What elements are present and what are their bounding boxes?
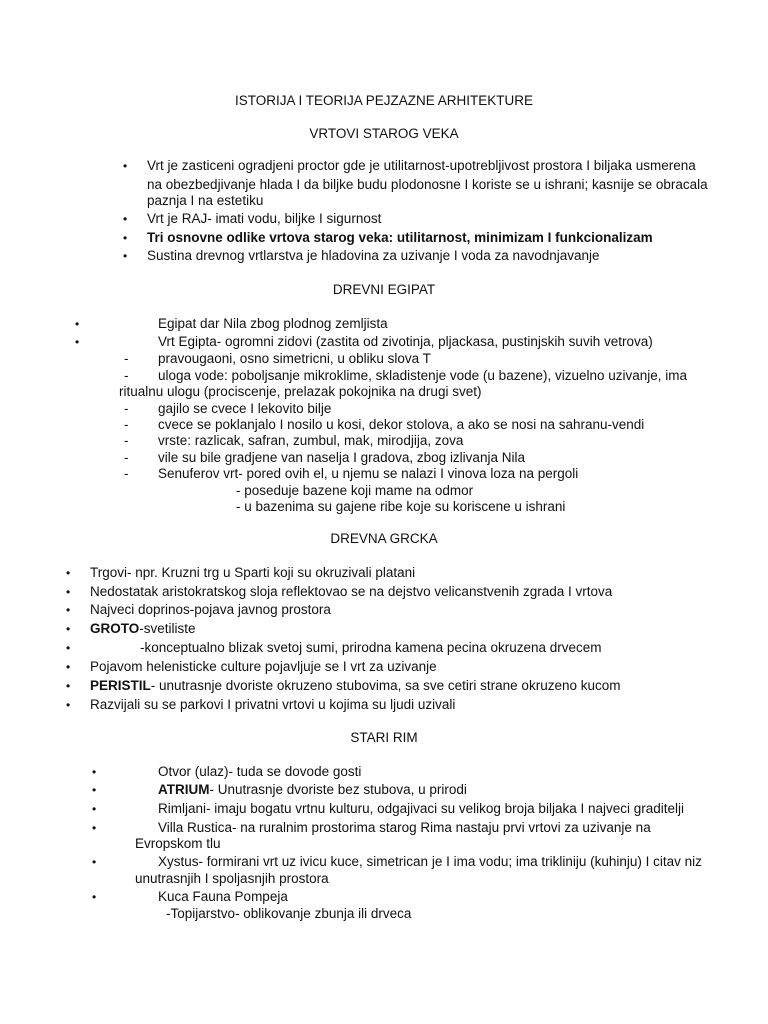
s4-b2-rest: - Unutrasnje dvoriste bez stubova, u prirodi	[209, 782, 467, 797]
s4-b4-line2: Evropskom tlu	[135, 836, 221, 851]
s3-b1: Trgovi- npr. Kruzni trg u Sparti koji su okruzivali platani	[90, 565, 416, 580]
s2-sub2: - u bazenima su gajene ribe koje su koriscene u ishrani	[236, 499, 566, 514]
dash-icon: -	[124, 433, 129, 448]
s3-b4	[90, 621, 196, 637]
bullet-icon: •	[123, 212, 128, 226]
dash-icon: -	[124, 401, 129, 416]
s2-d3: gajilo se cvece I lekovito bilje	[158, 401, 332, 416]
bullet-icon: •	[66, 679, 71, 693]
bullet-icon: •	[92, 783, 97, 797]
dash-icon: -	[124, 351, 129, 366]
s1-b4: Sustina drevnog vrtlarstva je hladovina za uzivanje I voda za navodnjavanje	[147, 248, 600, 263]
s4-b5-line2: unutrasnjih I spoljasnjih prostora	[135, 871, 329, 886]
s2-d6: vile su bile gradjene van naselja I gradova, zbog izlivanja Nila	[158, 450, 525, 465]
s3-b5: -konceptualno blizak svetoj sumi, prirodna kamena pecina okruzena drvecem	[140, 640, 602, 655]
s4-b5-line1: Xystus- formirani vrt uz ivicu kuce, simetrican je I ima vodu; ima trikliniju (kuhinju) I citav niz	[158, 854, 702, 869]
s2-d1: pravougaoni, osno simetricni, u obliku slova T	[158, 351, 431, 366]
bullet-icon: •	[66, 622, 71, 636]
section-heading-vrtovi: VRTOVI STAROG VEKA	[309, 126, 459, 141]
s3-b7-rest: - unutrasnje dvoriste okruzeno stubovima, sa sve cetiri strane okruzeno kucom	[150, 678, 621, 693]
s2-b1: Egipat dar Nila zbog plodnog zemljista	[158, 316, 388, 331]
s1-b1-line2: na obezbedjivanje hlada I da biljke budu plodonosne I koriste se u ishrani; kasnije se obracala	[147, 177, 708, 192]
s2-d5: vrste: razlicak, safran, zumbul, mak, mirodjija, zova	[158, 433, 464, 448]
bullet-icon: •	[75, 335, 80, 349]
s4-b1: Otvor (ulaz)- tuda se dovode gosti	[158, 764, 362, 779]
s2-d4: cvece se poklanjalo I nosilo u kosi, dekor stolova, a ako se nosi na sahranu-vendi	[158, 417, 645, 432]
s3-b7-bold: PERISTIL	[90, 678, 151, 693]
s4-b2	[158, 782, 467, 798]
s3-b7	[90, 678, 620, 694]
s4-b2-bold: ATRIUM	[158, 782, 210, 797]
s2-d7: Senuferov vrt- pored ovih el, u njemu se nalazi I vinova loza na pergoli	[158, 466, 579, 481]
bullet-icon: •	[92, 821, 97, 835]
dash-icon: -	[124, 417, 129, 432]
dash-icon: -	[124, 450, 129, 465]
s1-b3: Tri osnovne odlike vrtova starog veka: utilitarnost, minimizam I funkcionalizam	[147, 230, 653, 245]
dash-icon: -	[124, 466, 129, 481]
s2-d2-line1: uloga vode: poboljsanje mikroklime, skladistenje vode (u bazene), vizuelno uzivanje, ima	[158, 368, 688, 383]
section-heading-egipat: DREVNI EGIPAT	[332, 282, 436, 297]
s1-b2: Vrt je RAJ- imati vodu, biljke I sigurnost	[147, 211, 382, 226]
s1-b1-line3: paznja I na estetiku	[147, 193, 264, 208]
s4-b7: -Topijarstvo- oblikovanje zbunja ili drveca	[166, 906, 412, 921]
section-heading-rim: STARI RIM	[350, 730, 418, 745]
bullet-icon: •	[66, 660, 71, 674]
bullet-icon: •	[66, 566, 71, 580]
s2-b2: Vrt Egipta- ogromni zidovi (zastita od zivotinja, pljackasa, pustinjskih suvih vetrova)	[158, 334, 653, 349]
s3-b8: Razvijali su se parkovi I privatni vrtovi u kojima su ljudi uzivali	[90, 697, 456, 712]
bullet-icon: •	[123, 159, 128, 173]
s3-b3: Najveci doprinos-pojava javnog prostora	[90, 602, 331, 617]
bullet-icon: •	[92, 802, 97, 816]
section-heading-grcka: DREVNA GRCKA	[330, 531, 438, 546]
bullet-icon: •	[75, 317, 80, 331]
s2-sub1: - poseduje bazene koji mame na odmor	[236, 483, 474, 498]
s3-b2: Nedostatak aristokratskog sloja reflektovao se na dejstvo velicanstvenih zgrada I vrtova	[90, 584, 613, 599]
s4-b6: Kuca Fauna Pompeja	[158, 889, 288, 904]
bullet-icon: •	[66, 585, 71, 599]
bullet-icon: •	[123, 249, 128, 263]
bullet-icon: •	[66, 698, 71, 712]
s4-b4-line1: Villa Rustica- na ruralnim prostorima starog Rima nastaju prvi vrtovi za uzivanje na	[158, 820, 651, 835]
bullet-icon: •	[66, 641, 71, 655]
document-title: ISTORIJA I TEORIJA PEJZAZNE ARHITEKTURE	[234, 93, 534, 108]
bullet-icon: •	[92, 855, 97, 869]
bullet-icon: •	[92, 890, 97, 904]
dash-icon: -	[124, 368, 129, 383]
s4-b3: Rimljani- imaju bogatu vrtnu kulturu, odgajivaci su velikog broja biljaka I najveci graditelji	[158, 801, 685, 816]
s2-d2-line2: ritualnu ulogu (prociscenje, prelazak pokojnika na drugi svet)	[119, 384, 482, 399]
bullet-icon: •	[92, 765, 97, 779]
s1-b1-line1: Vrt je zasticeni ogradjeni proctor gde je utilitarnost-upotrebljivost prostora I biljaka usmerena	[147, 158, 696, 173]
s3-b4-bold: GROTO	[90, 621, 140, 636]
bullet-icon: •	[66, 603, 71, 617]
s3-b6: Pojavom helenisticke culture pojavljuje se I vrt za uzivanje	[90, 659, 437, 674]
bullet-icon: •	[123, 231, 128, 245]
s3-b4-rest: -svetiliste	[139, 621, 196, 636]
